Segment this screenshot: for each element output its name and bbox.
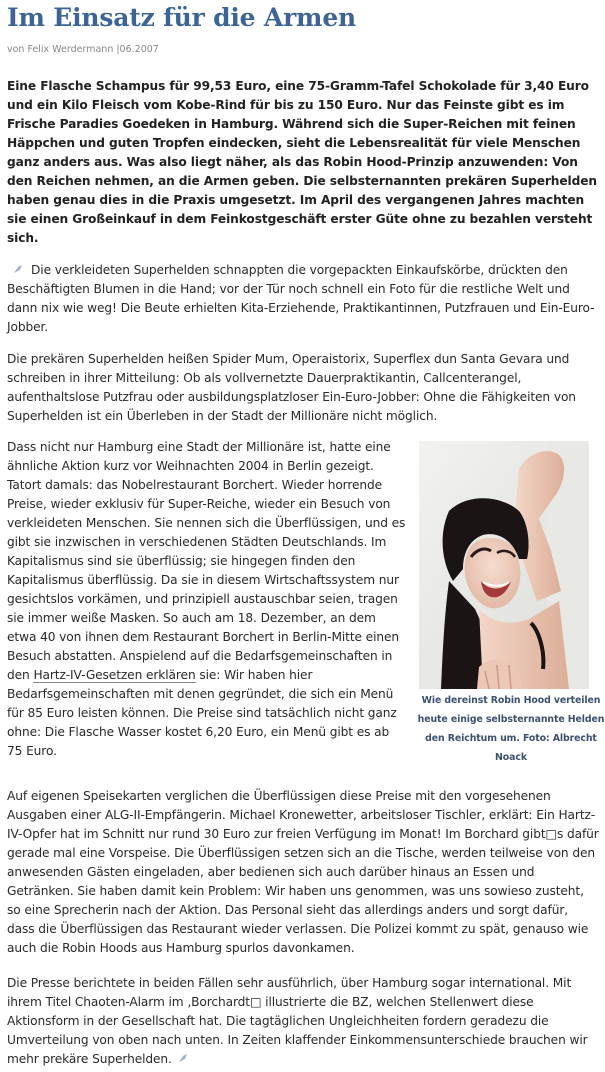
photo-caption: Wie dereinst Robin Hood verteilen heute einige selbsternannte Helden den Reichtum um. Foto: Albrecht Noack — [417, 695, 605, 763]
paragraph-3-text-a: Dass nicht nur Hamburg eine Stadt der Millionäre ist, hatte eine ähnliche Aktion kurz vor Weihnachten 2004 in Berlin gezeigt. Tatort damals: das Nobelrestaurant Borchert. Wieder horrende Preise, wieder exklusiv für Super-Reiche, wieder ein Besuch von verkleideten Menschen. Sie nennen sich die Überflüssigen, und es gibt sie inzwischen in verschiedenen Städten Deutschlands. Im Kapitalismus sind sie überflüssig; sie hingegen finden den Kapitalismus überflüssig. Da sie in diesem Wirtschaftssystem nur gesichtslos vorkämen, und prinzipiell austauschbar seien, tragen sie immer weiße Masken. So auch am 18. Dezember, an dem etwa 40 von ihnen dem Restaurant Borchert in Berlin-Mitte einen Besuch abstatten. Anspielend auf die Bedarfsgemeinschaften in den — [7, 440, 406, 682]
paragraph-1 — [7, 261, 597, 337]
hartz-iv-link[interactable]: Hartz-IV-Gesetzen erklären — [33, 668, 196, 682]
paragraph-1-text: Die verkleideten Superhelden schnappten die vorgepackten Einkaufskörbe, drückten den Beschäftigten Blumen in die Hand; vor der Tür noch schnell ein Foto für die restliche Welt und dann nix wie weg! Die Beute erhielten Kita-Erziehende, Praktikantinnen, Putzfrauen und Ein-Euro-Jobber. — [7, 263, 595, 334]
article-photo — [419, 441, 589, 689]
quote-open-icon — [11, 262, 25, 274]
article-title: Im Einsatz für die Armen — [7, 3, 356, 32]
paragraph-5 — [7, 974, 599, 1069]
paragraph-4: Auf eigenen Speisekarten verglichen die Überflüssigen diese Preise mit den vorgesehenen Ausgaben einer ALG-II-Empfängerin. Michael Kronewetter, arbeitsloser Tischler, erklärt: Ein Hartz-IV-Opfer hat im Schnitt nur rund 30 Euro zur freien Verfügung im Monat! Im Borchard gibt□s dafür gerade mal eine Vorspeise. Die Überflüssigen setzen sich an die Tische, werden teilweise von den anwesenden Gästen eingeladen, aber bedienen sich auch darüber hinaus an Essen und Getränken. Sie haben damit kein Problem: Wir haben uns genommen, was uns sowieso zusteht, so eine Sprecherin nach der Aktion. Das Personal sieht das allerdings anders und sorgt dafür, dass die Überflüssigen das Restaurant wieder verlassen. Die Polizei kommt zu spät, genauso wie auch die Robin Hoods aus Hamburg spurlos davonkamen. — [7, 789, 599, 955]
paragraph-3-text-b: sie: Wir haben hier Bedarfsgemeinschaften mit denen gegründet, die sich ein Menü für 85 Euro leisten können. Die Preise sind tatsächlich nicht ganz ohne: Die Flasche Wasser kostet 6,20 Euro, ein Menü gibt es ab 75 Euro. — [7, 668, 397, 758]
article-figure — [417, 441, 605, 767]
paragraph-3 — [7, 438, 605, 771]
paragraph-2: Die prekären Superhelden heißen Spider Mum, Operaistorix, Superflex dun Santa Gevara und schreiben in ihrer Mitteilung: Ob als vollvernetzte Dauerpraktikantin, Callcenterangel, aufenthaltslose Putzfrau oder ausbildungsplatzloser Ein-Euro-Jobber: Ohne die Fähigkeiten von Superhelden ist ein Überleben in der Stadt der Millionäre nicht möglich. — [7, 352, 576, 423]
article-byline: von Felix Werdermann |06.2007 — [7, 44, 159, 55]
article-lead: Eine Flasche Schampus für 99,53 Euro, eine 75-Gramm-Tafel Schokolade für 3,40 Euro und ein Kilo Fleisch vom Kobe-Rind für bis zu 150 Euro. Nur das Feinste gibt es im Frische Paradies Goedeken in Hamburg. Während sich die Super-Reichen mit feinen Häppchen und guten Tropfen eindecken, sieht die Lebensrealität für viele Menschen ganz anders aus. Was also liegt näher, als das Robin Hood-Prinzip anzuwenden: Von den Reichen nehmen, an die Armen geben. Die selbsternannten prekären Superhelden haben genau dies in die Praxis umgesetzt. Im April des vergangenen Jahres machten sie einen Großeinkauf in dem Feinkostgeschäft erster Güte ohne zu bezahlen versteht sich. — [7, 79, 597, 245]
quote-close-icon — [176, 1051, 190, 1063]
paragraph-5-text: Die Presse berichtete in beiden Fällen sehr ausführlich, über Hamburg sogar international. Mit ihrem Titel Chaoten-Alarm im ‚Borchardt□ illustrierte die BZ, welchen Stellenwert diese Aktionsform in der Gesellschaft hat. Die tagtäglichen Ungleichheiten fordern geradezu die Umverteilung von oben nach unten. In Zeiten klaffender Einkommensunterschiede brauchen wir mehr prekäre Superhelden. — [7, 976, 588, 1066]
